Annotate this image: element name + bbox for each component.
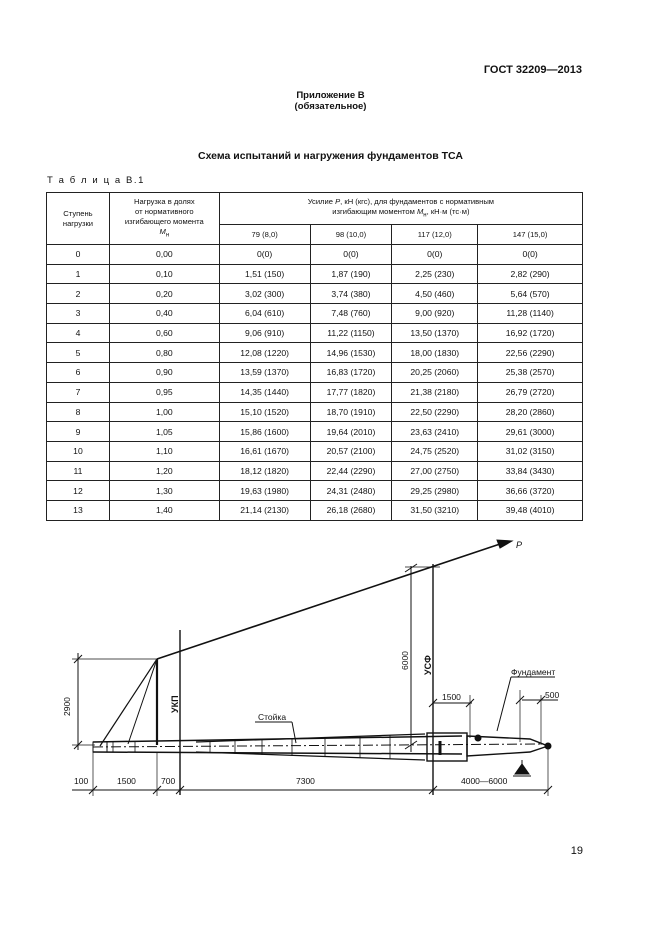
table-cell: 11,22 (1150) [310,323,392,343]
header-load-line2: от нормативного [135,206,194,216]
table-cell: 3 [47,304,110,324]
force-label: P [516,540,523,550]
table-cell: 39,48 (4010) [478,500,583,520]
table-cell: 7 [47,382,110,402]
table-row [47,323,583,343]
table-cell: 15,10 (1520) [219,402,310,422]
table-cell: 15,86 (1600) [219,422,310,442]
header-moment-text2: , кН·м (тс·м) [426,206,470,216]
table-cell: 18,12 (1820) [219,461,310,481]
table-cell: 0,80 [109,343,219,363]
usf-label: УСФ [423,655,433,675]
appendix-heading [0,90,661,112]
header-load-line3: изгибающего момента [124,216,204,226]
leader-fundament [497,677,511,731]
header-force-symbol: P [335,196,341,206]
fundament-label: Фундамент [511,667,556,677]
table-row [47,481,583,501]
table-row [47,500,583,520]
table-row [47,422,583,442]
table-cell: 9,00 (920) [392,304,478,324]
dim-100-label: 100 [74,776,89,786]
table-cell: 6 [47,363,110,383]
table-cell: 13 [47,500,110,520]
section-title: Схема испытаний и нагружения фундаментов ТСА [198,150,463,162]
header-step: Ступень нагрузки [47,193,110,245]
table-cell: 22,50 (2290) [392,402,478,422]
table-cell: 0,90 [109,363,219,383]
table-cell: 10 [47,441,110,461]
header-force-group [219,193,582,225]
table-row [47,402,583,422]
table-cell: 0,95 [109,382,219,402]
table-cell: 3,02 (300) [219,284,310,304]
header-force-text1: Усилие [307,196,336,206]
table-cell: 0(0) [219,245,310,265]
table-cell: 21,14 (2130) [219,500,310,520]
frame-bottom [93,752,462,754]
table-cell: 1,10 [109,441,219,461]
table-cell: 7,48 (760) [310,304,392,324]
appendix-note: (обязательное) [294,101,367,112]
header-load-subscript: н [165,232,170,239]
table-cell: 8 [47,402,110,422]
dim-6000-label: 6000 [400,651,410,670]
header-load-fraction [109,193,219,245]
strut-left [100,659,157,746]
table-cell: 13,59 (1370) [219,363,310,383]
table-cell: 2,25 (230) [392,264,478,284]
subheader-117: 117 (12,0) [392,225,478,245]
table-row [47,441,583,461]
subheader-79: 79 (8,0) [219,225,310,245]
table-cell: 1,51 (150) [219,264,310,284]
table-cell: 31,02 (3150) [478,441,583,461]
force-line [157,544,500,659]
header-moment-symbol: M [416,206,424,216]
table-cell: 16,61 (1670) [219,441,310,461]
subheader-147: 147 (15,0) [478,225,583,245]
table-cell: 14,96 (1530) [310,343,392,363]
table-cell: 0(0) [310,245,392,265]
table-row [47,284,583,304]
leader-stoyka [292,722,296,743]
table-cell: 25,38 (2570) [478,363,583,383]
table-cell: 0(0) [478,245,583,265]
force-arrow-icon [497,540,512,548]
table-cell: 1,20 [109,461,219,481]
table-cell: 0,00 [109,245,219,265]
table-cell: 18,70 (1910) [310,402,392,422]
table-cell: 5,64 (570) [478,284,583,304]
table-row [47,363,583,383]
ukp-label: УКП [170,695,180,713]
table-cell: 29,25 (2980) [392,481,478,501]
dim-4000-6000-label: 4000—6000 [461,776,508,786]
table-row [47,382,583,402]
header-load-line1: Нагрузка в долях [133,196,195,206]
table-cell: 5 [47,343,110,363]
table-cell: 1,05 [109,422,219,442]
table-cell: 1,00 [109,402,219,422]
table-cell: 19,64 (2010) [310,422,392,442]
table-cell: 1,30 [109,481,219,501]
table-cell: 1,87 (190) [310,264,392,284]
table-cell: 11,28 (1140) [478,304,583,324]
dim-1500-label: 1500 [117,776,136,786]
dim-1500-top-label: 1500 [442,692,461,702]
stoyka-label: Стойка [258,712,287,722]
table-cell: 31,50 (3210) [392,500,478,520]
header-load-symbol: M [159,226,166,236]
header-moment-text1: изгибающим моментом [332,206,417,216]
table-cell: 20,57 (2100) [310,441,392,461]
test-scheme-diagram [0,530,661,800]
table-cell: 19,63 (1980) [219,481,310,501]
standard-number: ГОСТ 32209—2013 [483,64,582,76]
table-cell: 33,84 (3430) [478,461,583,481]
table-cell: 17,77 (1820) [310,382,392,402]
table-cell: 0,10 [109,264,219,284]
table-cell: 0(0) [392,245,478,265]
support-icon [515,764,529,774]
table-cell: 29,61 (3000) [478,422,583,442]
table-cell: 11 [47,461,110,481]
table-cell: 3,74 (380) [310,284,392,304]
table-cell: 26,18 (2680) [310,500,392,520]
table-cell: 21,38 (2180) [392,382,478,402]
dim-500-label: 500 [545,690,560,700]
strut-mid [128,659,157,744]
dim-7300-label: 7300 [296,776,315,786]
table-cell: 18,00 (1830) [392,343,478,363]
dim-2900-label: 2900 [62,697,72,716]
table-cell: 4,50 (460) [392,284,478,304]
table-cell: 20,25 (2060) [392,363,478,383]
table-cell: 12,08 (1220) [219,343,310,363]
table-row [47,343,583,363]
table-cell: 22,44 (2290) [310,461,392,481]
table-cell: 0,20 [109,284,219,304]
table-cell: 12 [47,481,110,501]
table-cell: 1 [47,264,110,284]
table-cell: 0 [47,245,110,265]
table-row [47,461,583,481]
table-cell: 0,60 [109,323,219,343]
table-cell: 14,35 (1440) [219,382,310,402]
header-force-text2: , кН (кгс), для фундаментов с нормативным [340,196,495,206]
table-cell: 27,00 (2750) [392,461,478,481]
load-table [46,192,583,521]
table-cell: 36,66 (3720) [478,481,583,501]
table-cell: 28,20 (2860) [478,402,583,422]
table-row [47,264,583,284]
table-cell: 4 [47,323,110,343]
page-number: 19 [570,845,583,857]
table-cell: 1,40 [109,500,219,520]
column-top [196,734,425,742]
table-cell: 22,56 (2290) [478,343,583,363]
table-cell: 23,63 (2410) [392,422,478,442]
appendix-title: Приложение В [296,90,365,101]
table-cell: 9 [47,422,110,442]
table-cell: 13,50 (1370) [392,323,478,343]
dim-700-label: 700 [161,776,176,786]
table-cell: 9,06 (910) [219,323,310,343]
table-cell: 16,92 (1720) [478,323,583,343]
table-cell: 0,40 [109,304,219,324]
table-cell: 16,83 (1720) [310,363,392,383]
header-moment-subscript: н [423,212,427,219]
table-cell: 26,79 (2720) [478,382,583,402]
hinge-top [475,735,481,741]
subheader-98: 98 (10,0) [310,225,392,245]
table-row [47,245,583,265]
table-cell: 2 [47,284,110,304]
table-cell: 6,04 (610) [219,304,310,324]
table-label: Т а б л и ц а В.1 [47,175,146,186]
table-row [47,304,583,324]
table-cell: 24,31 (2480) [310,481,392,501]
table-cell: 24,75 (2520) [392,441,478,461]
table-cell: 2,82 (290) [478,264,583,284]
frame-axis [93,744,540,747]
